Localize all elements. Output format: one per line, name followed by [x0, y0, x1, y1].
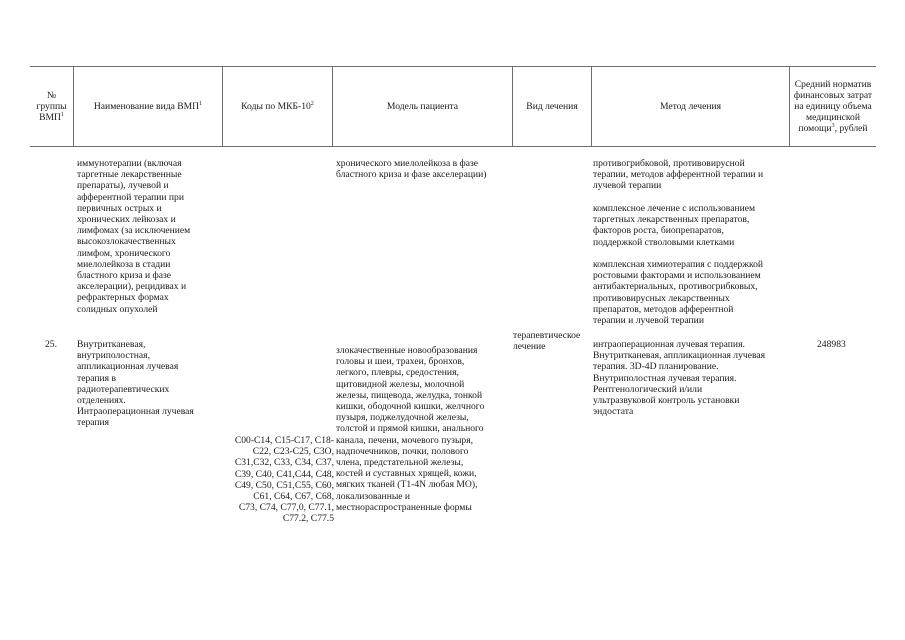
header-vmp-name: Наименование вида ВМП$^1$ — [93, 100, 203, 112]
cont-method-1: противогрибковой, противовирусной терапии, методов афферентной терапии и лучевой терапии — [593, 158, 764, 192]
row-vmp-name: Внутритканевая, внутриполостная, аппликационная лучевая терапия в радиотерапевтических отделениях. Интраоперационная лучевая терапия — [77, 339, 194, 429]
cont-vmp-name: иммунотерапии (включая таргетные лекарственные препараты), лучевой и афферентной терапии при первичных острых и хронических лейкозах и лимфомах (за исключением высокозлокачественных лимфом, хронического миелолейкоза в стадии бластного криза и фазе акселерации), рецидивах и рефрактерных формах солидных опухолей — [77, 158, 191, 315]
cont-patient-model: хронического миелолейкоза в фазе бластного криза и фазе акселерации) — [336, 158, 487, 181]
row-treatment-method: интраоперационная лучевая терапия. Внутритканевая, аппликационная лучевая терапия. 3D-4D планирование. Внутриполостная лучевая терапия. Рентгенологический и/или ультразвуковой контроль установки эндостата — [593, 339, 766, 418]
row-cost-value: 248983 — [817, 339, 846, 350]
header-icd-codes: Коды по МКБ-$10^2$ — [241, 100, 314, 112]
header-patient-model: Модель пациента — [386, 100, 459, 112]
header-group-number: № группы ВМП$^1$ — [36, 89, 67, 123]
row-patient-model: злокачественные новообразования головы и шеи, трахеи, бронхов, легкого, плевры, средостения, щитовидной железы, молочной железы, пищевода, желудка, тонкой кишки, ободочной кишки, желчного пузыря, поджелудочной железы, толстой и прямой кишки, анального канала, печени, мочевого пузыря, надпочечников, почки, полового члена, предстательной железы, костей и суставных хрящей, кожи, мягких тканей (T1-4N любая MO), локализованные и местнораспространенные формы — [336, 345, 485, 513]
row-number: 25. — [45, 339, 57, 350]
row-treatment-type: терапевтическое лечение — [513, 330, 581, 353]
table-header-rule — [30, 146, 876, 147]
header-cost-standard: Средний норматив финансовых затрат на единицу объема медицинской помощи$^3$, рублей — [793, 78, 873, 134]
header-treatment-type: Вид лечения — [526, 100, 578, 112]
row-icd-codes: C00-C14, C15-C17, C18- C22, C23-C25, C3O, C31,C32, C33, C34, C37, C39, C40, C41,C44, C48, C49, C50, C51,C55, C60, C61, C64, C67, C68, C73, C74, C77,0, C77.1, C77.2, C77.5 — [234, 435, 334, 525]
cont-method-3: комплексная химиотерапия с поддержкой ростовыми факторами и использованием антибактериальных, противогрибковых, противовирусных лекарственных препаратов, методов афферентной терапии и лучевой терапии — [593, 259, 764, 327]
cont-method-2: комплексное лечение с использованием таргетных лекарственных препаратов, факторов роста, биопрепаратов, поддержкой стволовыми клетками — [593, 203, 756, 248]
header-treatment-method: Метод лечения — [659, 100, 722, 112]
